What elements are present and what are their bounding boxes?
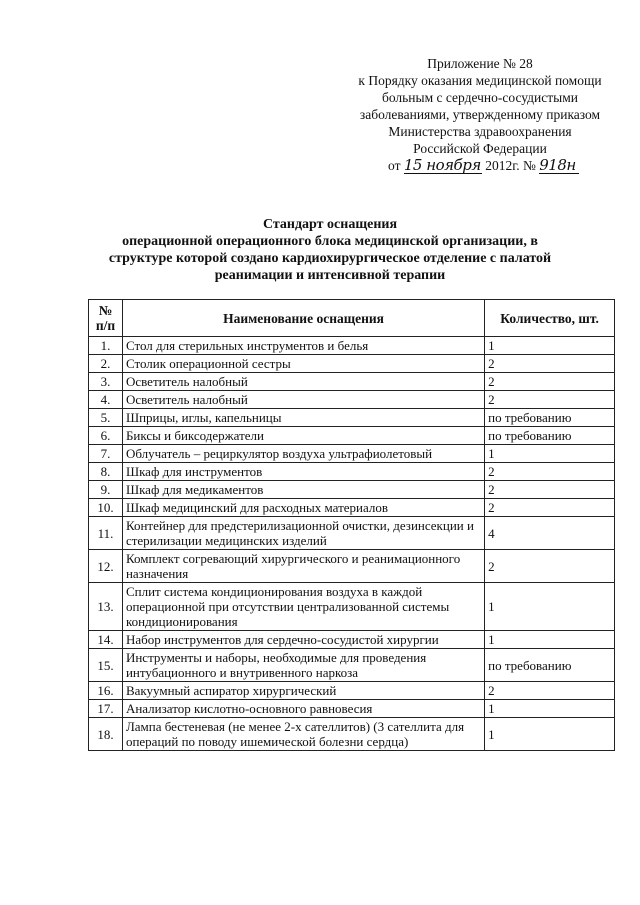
row-name: Вакуумный аспиратор хирургический bbox=[122, 682, 484, 700]
appendix-line-3: больным с сердечно-сосудистыми bbox=[381, 90, 579, 105]
row-qty: по требованию bbox=[485, 409, 615, 427]
table-row bbox=[89, 517, 615, 550]
row-qty: 2 bbox=[485, 499, 615, 517]
date-prefix: от bbox=[388, 158, 401, 173]
row-qty: 2 bbox=[485, 373, 615, 391]
date-year: 2012г. № bbox=[485, 158, 536, 173]
row-name: Набор инструментов для сердечно-сосудистой хирургии bbox=[122, 631, 484, 649]
row-name: Инструменты и наборы, необходимые для проведения интубационного и внутривенного наркоза bbox=[122, 649, 484, 682]
row-num: 17. bbox=[89, 700, 123, 718]
table-row bbox=[89, 550, 615, 583]
table-row bbox=[89, 391, 615, 409]
row-name: Облучатель – рециркулятор воздуха ультрафиолетовый bbox=[122, 445, 484, 463]
table-row bbox=[89, 631, 615, 649]
row-num: 2. bbox=[89, 355, 123, 373]
table-row bbox=[89, 682, 615, 700]
appendix-line-5: Министерства здравоохранения bbox=[388, 124, 572, 139]
row-name: Анализатор кислотно-основного равновесия bbox=[122, 700, 484, 718]
row-num: 14. bbox=[89, 631, 123, 649]
row-qty: 2 bbox=[485, 682, 615, 700]
row-num: 8. bbox=[89, 463, 123, 481]
row-num: 13. bbox=[89, 583, 123, 631]
row-num: 12. bbox=[89, 550, 123, 583]
row-num: 4. bbox=[89, 391, 123, 409]
row-qty: 2 bbox=[485, 481, 615, 499]
title-line-3: структуре которой создано кардиохирургическое отделение с палатой bbox=[108, 251, 552, 266]
table-row bbox=[89, 409, 615, 427]
row-name: Биксы и биксодержатели bbox=[122, 427, 484, 445]
appendix-line-4: заболеваниями, утвержденному приказом bbox=[359, 107, 601, 122]
row-qty: 1 bbox=[485, 583, 615, 631]
row-num: 10. bbox=[89, 499, 123, 517]
table-row bbox=[89, 337, 615, 355]
row-name: Шприцы, иглы, капельницы bbox=[122, 409, 484, 427]
row-num: 11. bbox=[89, 517, 123, 550]
table-row bbox=[89, 718, 615, 751]
table-row bbox=[89, 445, 615, 463]
row-name: Шкаф медицинский для расходных материалов bbox=[122, 499, 484, 517]
table-row bbox=[89, 355, 615, 373]
header-name: Наименование оснащения bbox=[122, 300, 484, 337]
row-name: Осветитель налобный bbox=[122, 373, 484, 391]
order-date-line bbox=[388, 158, 628, 174]
row-num: 5. bbox=[89, 409, 123, 427]
table-row bbox=[89, 427, 615, 445]
row-num: 6. bbox=[89, 427, 123, 445]
row-num: 15. bbox=[89, 649, 123, 682]
row-qty: 1 bbox=[485, 445, 615, 463]
row-qty: 2 bbox=[485, 463, 615, 481]
table-row bbox=[89, 499, 615, 517]
appendix-line-6: Российской Федерации bbox=[413, 141, 547, 156]
row-qty: по требованию bbox=[485, 427, 615, 445]
row-num: 18. bbox=[89, 718, 123, 751]
appendix-number: Приложение № 28 bbox=[427, 56, 533, 71]
row-name: Шкаф для медикаментов bbox=[122, 481, 484, 499]
handwritten-order-number: 918н bbox=[539, 158, 579, 174]
table-row bbox=[89, 649, 615, 682]
header-qty: Количество, шт. bbox=[485, 300, 615, 337]
equipment-table bbox=[88, 299, 615, 751]
row-qty: 4 bbox=[485, 517, 615, 550]
table-row bbox=[89, 373, 615, 391]
row-num: 7. bbox=[89, 445, 123, 463]
row-num: 1. bbox=[89, 337, 123, 355]
row-qty: 2 bbox=[485, 391, 615, 409]
document-title bbox=[90, 216, 570, 284]
title-line-4: реанимации и интенсивной терапии bbox=[214, 268, 446, 283]
row-qty: 1 bbox=[485, 700, 615, 718]
appendix-header bbox=[330, 55, 630, 157]
row-name: Лампа бестеневая (не менее 2-х сателлитов) (3 сателлита для операций по поводу ишемической болезни сердца) bbox=[122, 718, 484, 751]
row-name: Контейнер для предстерилизационной очистки, дезинсекции и стерилизации медицинских изделий bbox=[122, 517, 484, 550]
title-line-2: операционной операционного блока медицинской организации, в bbox=[122, 234, 538, 249]
title-line-1: Стандарт оснащения bbox=[262, 217, 398, 232]
table-header-row bbox=[89, 300, 615, 337]
handwritten-date: 15 ноября bbox=[403, 156, 481, 174]
table-row bbox=[89, 583, 615, 631]
row-qty: 1 bbox=[485, 337, 615, 355]
row-name: Осветитель налобный bbox=[122, 391, 484, 409]
row-num: 3. bbox=[89, 373, 123, 391]
row-qty: 1 bbox=[485, 631, 615, 649]
row-name: Комплект согревающий хирургического и реанимационного назначения bbox=[122, 550, 484, 583]
table-row bbox=[89, 481, 615, 499]
row-qty: 2 bbox=[485, 550, 615, 583]
row-qty: по требованию bbox=[485, 649, 615, 682]
row-name: Сплит система кондиционирования воздуха в каждой операционной при отсутствии централизованной системы кондиционирования bbox=[122, 583, 484, 631]
row-num: 9. bbox=[89, 481, 123, 499]
row-name: Стол для стерильных инструментов и белья bbox=[122, 337, 484, 355]
row-name: Шкаф для инструментов bbox=[122, 463, 484, 481]
appendix-line-2: к Порядку оказания медицинской помощи bbox=[358, 73, 602, 88]
row-qty: 2 bbox=[485, 355, 615, 373]
row-name: Столик операционной сестры bbox=[122, 355, 484, 373]
header-num: № п/п bbox=[89, 300, 123, 337]
table-row bbox=[89, 700, 615, 718]
row-qty: 1 bbox=[485, 718, 615, 751]
table-row bbox=[89, 463, 615, 481]
row-num: 16. bbox=[89, 682, 123, 700]
